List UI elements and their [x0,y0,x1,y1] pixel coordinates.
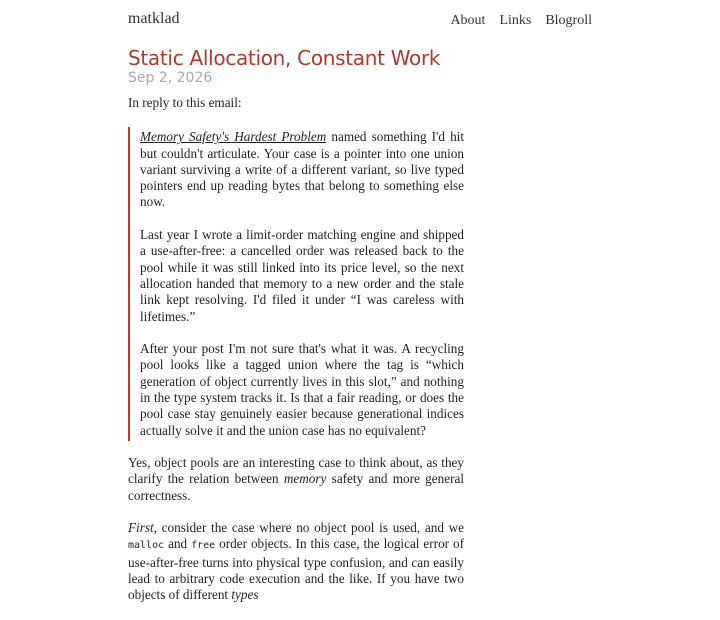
quote-paragraph-3: After your post I'm not sure that's what it was. A recycling pool looks like a tagged union where the tag is “which generation of object currently lives in this slot,” and nothing in the type system tracks it. Is that a fair reading, or does the pool case stay genuinely easier because generational indices actually solve it and the union case has no equivalent? [140,341,464,438]
quote-paragraph-1 [140,129,464,210]
article-link[interactable]: Memory Safety's Hardest Problem [140,129,327,145]
code-malloc: malloc [128,540,165,552]
reply-2-emphasis-types: types [231,587,259,603]
quote-paragraph-2: Last year I wrote a limit-order matching engine and shipped a use-after-free: a cancelled order was released back to the pool while it was still linked into its price level, so the next allocation handed that memory to a new order and the stale link kept resolving. I'd filed it under “I was careless with lifetimes.” [140,227,464,324]
nav-blogroll-link[interactable]: Blogroll [545,13,592,28]
nav-links-link[interactable]: Links [499,13,532,28]
reply-paragraph-2 [128,520,464,603]
reply-paragraph-1 [128,455,464,504]
post-body [128,95,464,620]
intro-text: In reply to this email: [128,95,242,110]
site-title-link[interactable]: matklad [128,10,180,27]
reply-2-emphasis-first: First [128,520,154,536]
post-date: Sep 2, 2026 [128,70,213,86]
nav-about-link[interactable]: About [450,13,486,28]
reply-1-text-a: Yes, object pools are an interesting case to think about, as they clarify the relation between [128,454,464,487]
top-nav [450,13,592,29]
reply-1-text-b: safety and more general correctness. [128,471,464,503]
email-quote [128,127,464,441]
reply-2-text-a: , consider the case where no object pool is used, and we [153,520,464,536]
reply-1-emphasis: memory [283,471,327,487]
code-free: free [191,540,216,552]
reply-2-text-c: order objects. In this case, the logical error of use-after-free turns into physical type confusion, and can easily lead to arbitrary code execution and the like. If you have two objects of different [128,536,465,603]
quote-paragraph-1-text: named something I'd hit but couldn't articulate. Your case is a pointer into one union variant surviving a write of a different variant, so live typed pointers end up reading bytes that belong to something else now. [140,129,464,210]
post-title: Static Allocation, Constant Work [128,46,441,70]
reply-2-text-b: and [164,536,192,552]
